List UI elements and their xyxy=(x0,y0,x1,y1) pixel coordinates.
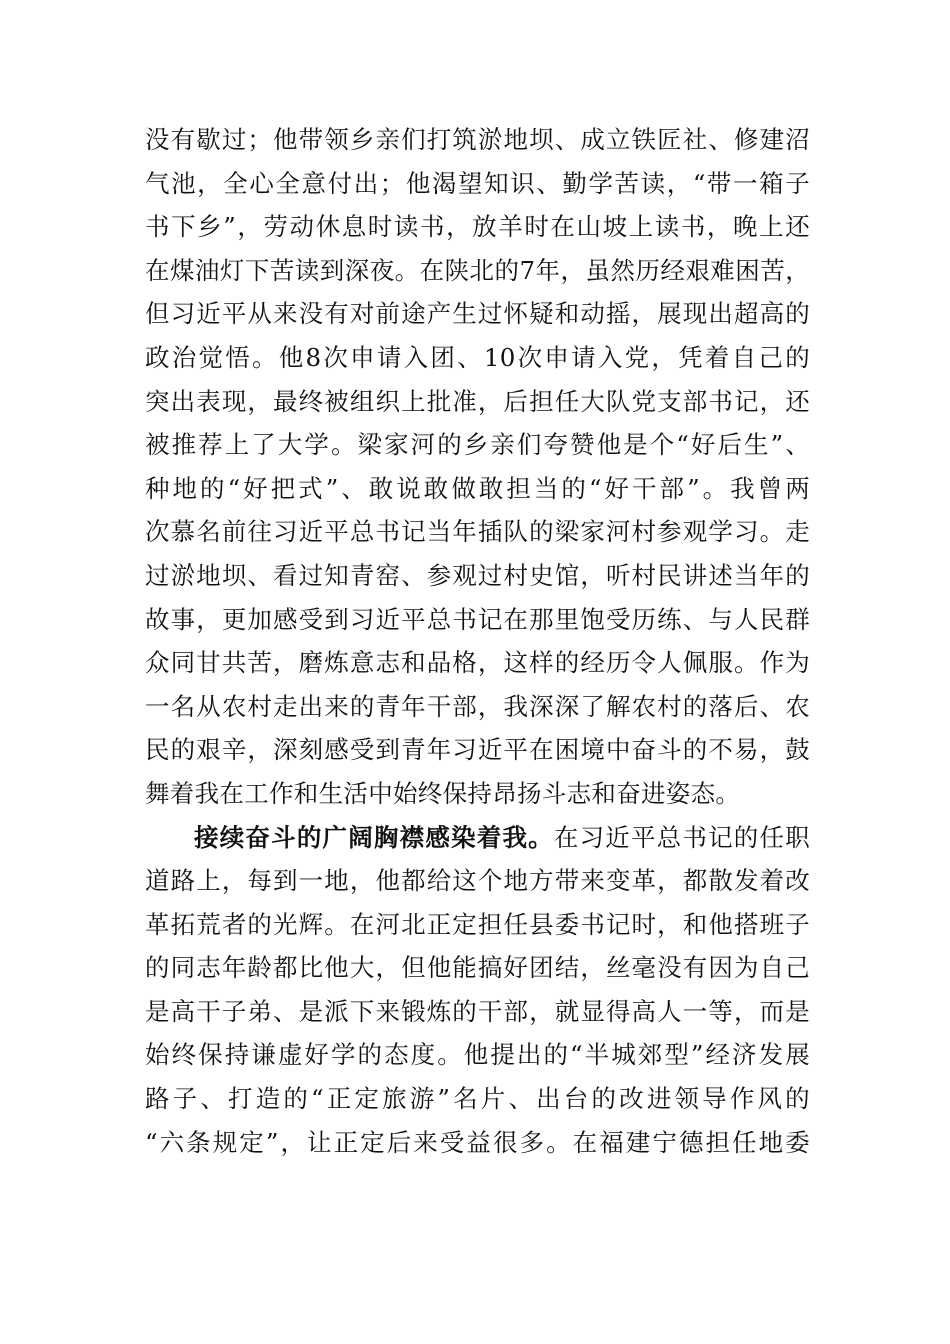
text-line: 过淤地坝、看过知青窑、参观过村史馆，听村民讲述当年的 xyxy=(145,560,810,590)
text-line: 众同甘共苦，磨炼意志和品格，这样的经历令人佩服。作为 xyxy=(145,648,810,678)
text-line: 道路上，每到一地，他都给这个地方带来变革，都散发着改 xyxy=(145,866,810,896)
text-line: “六条规定”，让正定后来受益很多。在福建宁德担任地委 xyxy=(145,1127,810,1157)
text-line: 的同志年龄都比他大，但他能搞好团结，丝毫没有因为自己 xyxy=(145,953,810,983)
paragraph-heading: 接续奋斗的广阔胸襟感染着我。 xyxy=(194,822,554,852)
text-line: 在煤油灯下苦读到深夜。在陕北的7年，虽然历经艰难困苦， xyxy=(145,255,810,285)
text-line: 突出表现，最终被组织上批准，后担任大队党支部书记，还 xyxy=(145,386,810,416)
text-line: 始终保持谦虚好学的态度。他提出的“半城郊型”经济发展 xyxy=(145,1040,810,1070)
paragraph-end-line: 舞着我在工作和生活中始终保持昂扬斗志和奋进姿态。 xyxy=(145,778,741,808)
text-line: 路子、打造的“正定旅游”名片、出台的改进领导作风的 xyxy=(145,1084,810,1114)
text-line: 革拓荒者的光辉。在河北正定担任县委书记时，和他搭班子 xyxy=(145,909,810,939)
text-line: 故事，更加感受到习近平总书记在那里饱受历练、与人民群 xyxy=(145,604,810,634)
text-line: 气池，全心全意付出；他渴望知识、勤学苦读，“带一箱子 xyxy=(145,168,810,198)
text-line: 被推荐上了大学。梁家河的乡亲们夸赞他是个“好后生”、 xyxy=(145,430,810,460)
text-line: 一名从农村走出来的青年干部，我深深了解农村的落后、农 xyxy=(145,691,810,721)
text-line: 没有歇过；他带领乡亲们打筑淤地坝、成立铁匠社、修建沼 xyxy=(145,125,810,154)
text-line: 但习近平从来没有对前途产生过怀疑和动摇，展现出超高的 xyxy=(145,299,810,329)
document-body xyxy=(145,118,810,1164)
text-line: 次慕名前往习近平总书记当年插队的梁家河村参观学习。走 xyxy=(145,517,810,547)
text-line: 是高干子弟、是派下来锻炼的干部，就显得高人一等，而是 xyxy=(145,996,810,1026)
paragraph-start-line xyxy=(145,816,810,860)
text-line: 书下乡”，劳动休息时读书，放羊时在山坡上读书，晚上还 xyxy=(145,212,810,242)
text-line: 政治觉悟。他8次申请入团、10次申请入党，凭着自己的 xyxy=(145,342,810,372)
text-line: 民的艰辛，深刻感受到青年习近平在困境中奋斗的不易，鼓 xyxy=(145,735,810,765)
text-line: 种地的“好把式”、敢说敢做敢担当的“好干部”。我曾两 xyxy=(145,473,810,503)
paragraph-text: 在习近平总书记的任职 xyxy=(553,822,810,852)
